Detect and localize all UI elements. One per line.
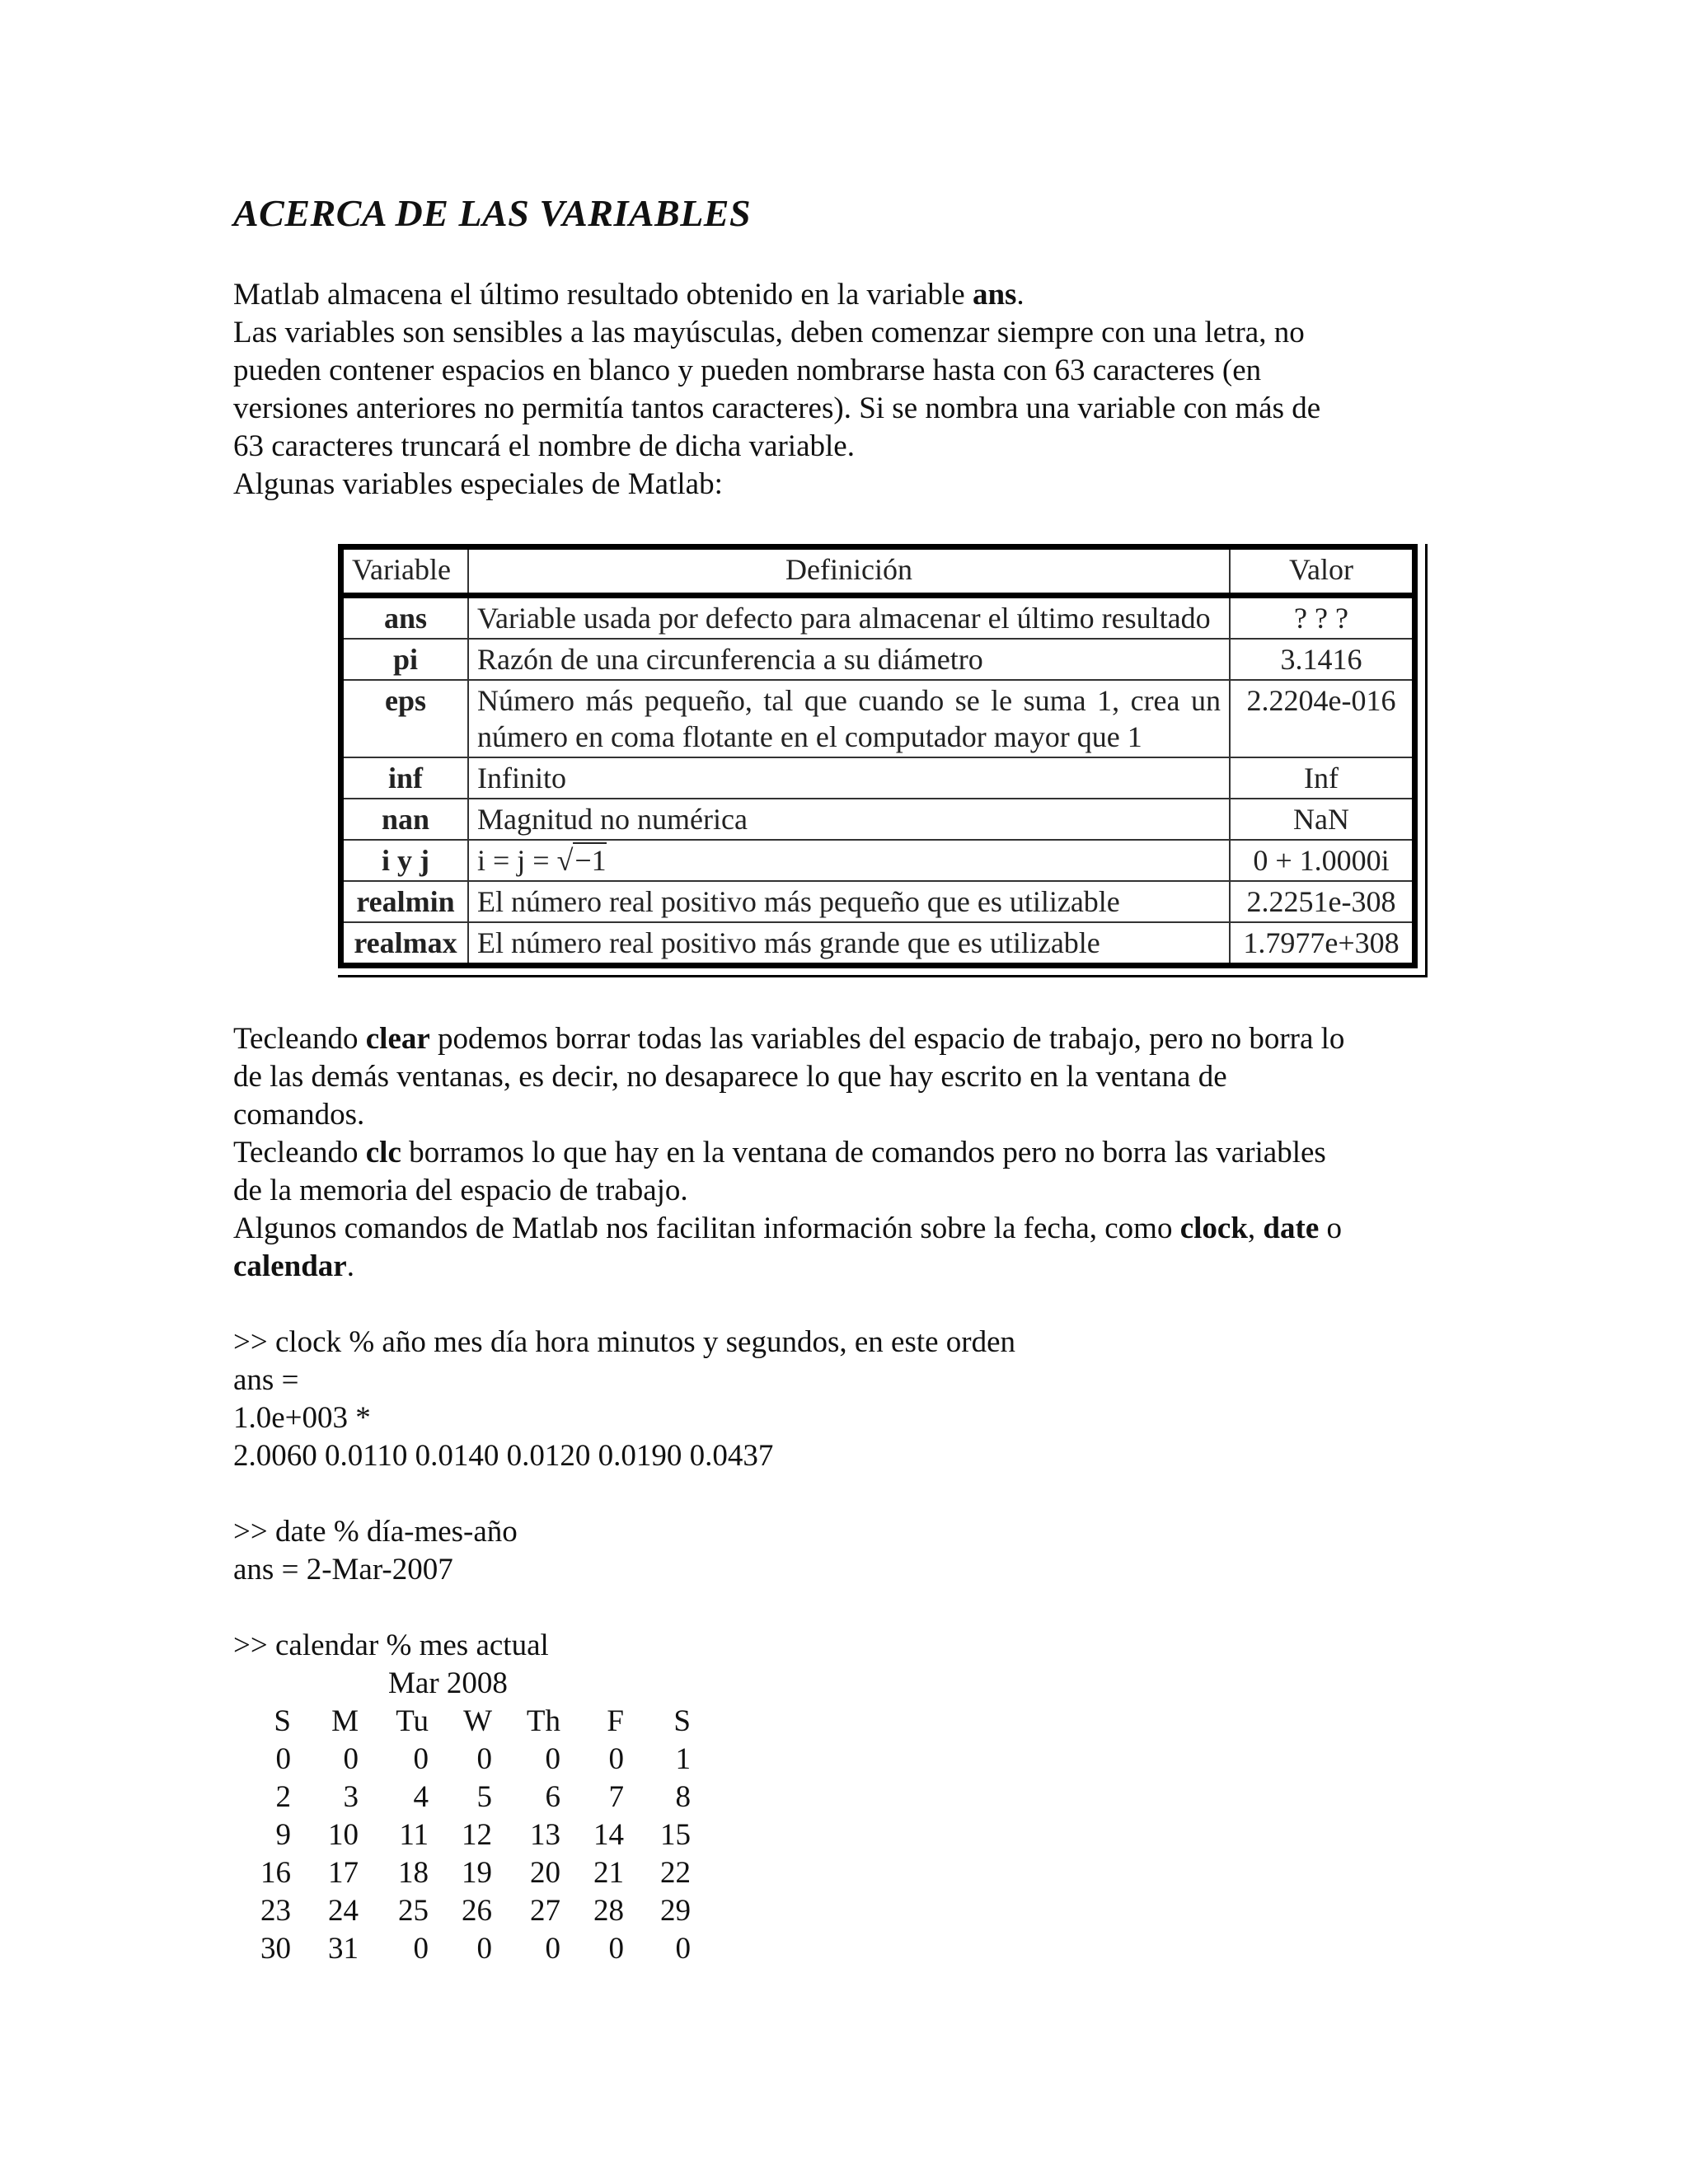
calendar-weekday: W [463, 1704, 492, 1738]
var-definition: Razón de una circunferencia a su diámetro [468, 639, 1230, 680]
calendar-day: 30 [260, 1932, 291, 1966]
calendar-weekday: S [673, 1704, 691, 1738]
table-row [341, 840, 1415, 881]
calendar-week-row [233, 1892, 728, 1930]
calendar-day: 0 [476, 1742, 492, 1776]
var-name: inf [341, 757, 469, 799]
calendar-weekday: M [331, 1704, 359, 1738]
table-row [341, 639, 1415, 680]
header-definition: Definición [468, 547, 1230, 596]
calendar-day: 8 [675, 1780, 691, 1814]
page-title: ACERCA DE LAS VARIABLES [233, 192, 752, 234]
calendar-week-row [233, 1930, 728, 1968]
calendar-day: 28 [593, 1894, 624, 1928]
intro-period: . [1016, 278, 1025, 312]
var-value: 2.2251e-308 [1230, 881, 1415, 922]
table-row [341, 680, 1415, 757]
intro-line: Algunas variables especiales de Matlab: [233, 467, 723, 501]
table-row [341, 922, 1415, 966]
code-line: ans = 2-Mar-2007 [233, 1553, 453, 1586]
calendar-day: 23 [260, 1894, 291, 1928]
calendar-day: 5 [476, 1780, 492, 1814]
code-line: ans = [233, 1363, 299, 1397]
var-definition: El número real positivo más grande que es utilizable [468, 922, 1230, 966]
calendar-day: 0 [545, 1742, 560, 1776]
calendar-weekdays-row [233, 1703, 728, 1741]
calendar-day: 0 [413, 1742, 429, 1776]
calendar-weekday: F [607, 1704, 624, 1738]
table-header-row [341, 547, 1415, 596]
calendar-week-row [233, 1779, 728, 1816]
commands-paragraph [233, 1020, 1445, 1286]
calendar-day: 12 [462, 1818, 492, 1852]
clc-line [233, 1134, 1445, 1172]
ans-keyword: ans [972, 278, 1017, 312]
calendar-day: 1 [675, 1742, 691, 1776]
special-variables-table-frame [338, 544, 1428, 977]
clear-line: de las demás ventanas, es decir, no desaparece lo que hay escrito en la ventana de [233, 1060, 1227, 1094]
text: o [1319, 1212, 1342, 1245]
calendar-day: 0 [675, 1932, 691, 1966]
calendar-day: 0 [545, 1932, 560, 1966]
var-name: pi [341, 639, 469, 680]
calendar-day: 7 [608, 1780, 624, 1814]
code-line: 1.0e+003 * [233, 1401, 371, 1435]
intro-line: pueden contener espacios en blanco y pueden nombrarse hasta con 63 caracteres (en [233, 354, 1262, 387]
calendar-weekday: S [274, 1704, 291, 1738]
calendar-day: 29 [660, 1894, 691, 1928]
calendar-month: Mar 2008 [388, 1666, 508, 1700]
calendar-day: 4 [413, 1780, 429, 1814]
var-definition: Magnitud no numérica [468, 799, 1230, 840]
radicand: −1 [574, 844, 607, 877]
calendar-keyword: calendar [233, 1249, 347, 1283]
calendar-day: 9 [275, 1818, 291, 1852]
var-value: ? ? ? [1230, 596, 1415, 640]
calendar-day: 27 [530, 1894, 560, 1928]
calendar-day: 22 [660, 1856, 691, 1890]
date-example [233, 1513, 518, 1589]
calendar-week-row [233, 1854, 728, 1892]
intro-line: 63 caracteres truncará el nombre de dicha variable. [233, 429, 855, 463]
square-root-symbol: √−1 [556, 844, 607, 877]
header-value: Valor [1230, 547, 1415, 596]
clc-keyword: clc [365, 1136, 401, 1169]
calendar-command [233, 1627, 549, 1665]
calendar-day: 0 [608, 1742, 624, 1776]
var-value: Inf [1230, 757, 1415, 799]
text: podemos borrar todas las variables del espacio de trabajo, pero no borra lo [429, 1022, 1345, 1056]
sqrt-expression-prefix: i = j = [477, 844, 557, 877]
calendar-day: 14 [593, 1818, 624, 1852]
calendar-day: 2 [275, 1780, 291, 1814]
var-value: 3.1416 [1230, 639, 1415, 680]
var-name: nan [341, 799, 469, 840]
calendar-day: 0 [476, 1932, 492, 1966]
text: . [346, 1249, 354, 1283]
var-name: ans [341, 596, 469, 640]
calendar-day: 3 [343, 1780, 359, 1814]
var-value: 2.2204e-016 [1230, 680, 1415, 757]
code-line: 2.0060 0.0110 0.0140 0.0120 0.0190 0.0437 [233, 1439, 774, 1473]
var-definition: El número real positivo más pequeño que es utilizable [468, 881, 1230, 922]
intro-line-ans [233, 276, 1445, 314]
var-value: 0 + 1.0000i [1230, 840, 1415, 881]
var-value: 1.7977e+308 [1230, 922, 1415, 966]
text: borramos lo que hay en la ventana de comandos pero no borra las variables [401, 1136, 1326, 1169]
intro-line: versiones anteriores no permitía tantos caracteres). Si se nombra una variable con más de [233, 391, 1321, 425]
var-definition: Variable usada por defecto para almacenar el último resultado [468, 596, 1230, 640]
intro-text: Matlab almacena el último resultado obtenido en la variable [233, 278, 973, 312]
table-row [341, 799, 1415, 840]
calendar-day: 0 [413, 1932, 429, 1966]
calendar-day: 0 [343, 1742, 359, 1776]
var-name: realmax [341, 922, 469, 966]
calendar-day: 18 [398, 1856, 429, 1890]
calendar-day: 6 [545, 1780, 560, 1814]
calendar-day: 15 [660, 1818, 691, 1852]
calendar-weekday: Th [526, 1704, 560, 1738]
text: Tecleando [233, 1022, 366, 1056]
clear-line: comandos. [233, 1098, 365, 1132]
special-variables-table [338, 544, 1418, 968]
calendar-day: 16 [260, 1856, 291, 1890]
calendar-day: 17 [328, 1856, 359, 1890]
var-definition: Infinito [468, 757, 1230, 799]
calendar-week-row [233, 1816, 728, 1854]
calendar-day: 11 [399, 1818, 429, 1852]
var-name: realmin [341, 881, 469, 922]
var-definition: Número más pequeño, tal que cuando se le suma 1, crea un número en coma flotante en el computador mayor que 1 [468, 680, 1230, 757]
table-row [341, 757, 1415, 799]
calendar-day: 20 [530, 1856, 560, 1890]
calendar-day: 0 [275, 1742, 291, 1776]
header-variable: Variable [341, 547, 469, 596]
calendar-day: 13 [530, 1818, 560, 1852]
text: , [1247, 1212, 1264, 1245]
calendar-weekday: Tu [396, 1704, 429, 1738]
calendar-month-row [233, 1665, 728, 1703]
clear-line [233, 1020, 1445, 1058]
calendar-day: 26 [462, 1894, 492, 1928]
intro-paragraph [233, 276, 1445, 504]
calendar-day: 0 [608, 1932, 624, 1966]
var-name: i y j [341, 840, 469, 881]
code-line: >> clock % año mes día hora minutos y segundos, en este orden [233, 1325, 1016, 1359]
calendar-day: 24 [328, 1894, 359, 1928]
calendar-day: 25 [398, 1894, 429, 1928]
var-name: eps [341, 680, 469, 757]
intro-line: Las variables son sensibles a las mayúsculas, deben comenzar siempre con una letra, no [233, 316, 1305, 349]
calendar-day: 21 [593, 1856, 624, 1890]
clock-example [233, 1324, 1015, 1475]
text: Tecleando [233, 1136, 366, 1169]
calendar-week-row [233, 1741, 728, 1779]
calendar-day: 10 [328, 1818, 359, 1852]
table-row [341, 881, 1415, 922]
var-definition [468, 840, 1230, 881]
date-commands-line [233, 1248, 1445, 1286]
clock-keyword: clock [1179, 1212, 1248, 1245]
code-line: >> date % día-mes-año [233, 1515, 518, 1549]
table-row [341, 596, 1415, 640]
calendar-day: 19 [462, 1856, 492, 1890]
var-value: NaN [1230, 799, 1415, 840]
calendar-day: 31 [328, 1932, 359, 1966]
code-line: >> calendar % mes actual [233, 1629, 549, 1662]
clc-line: de la memoria del espacio de trabajo. [233, 1174, 688, 1207]
text: Algunos comandos de Matlab nos facilitan información sobre la fecha, como [233, 1212, 1180, 1245]
clear-keyword: clear [365, 1022, 430, 1056]
date-commands-line [233, 1210, 1445, 1248]
date-keyword: date [1263, 1212, 1320, 1245]
